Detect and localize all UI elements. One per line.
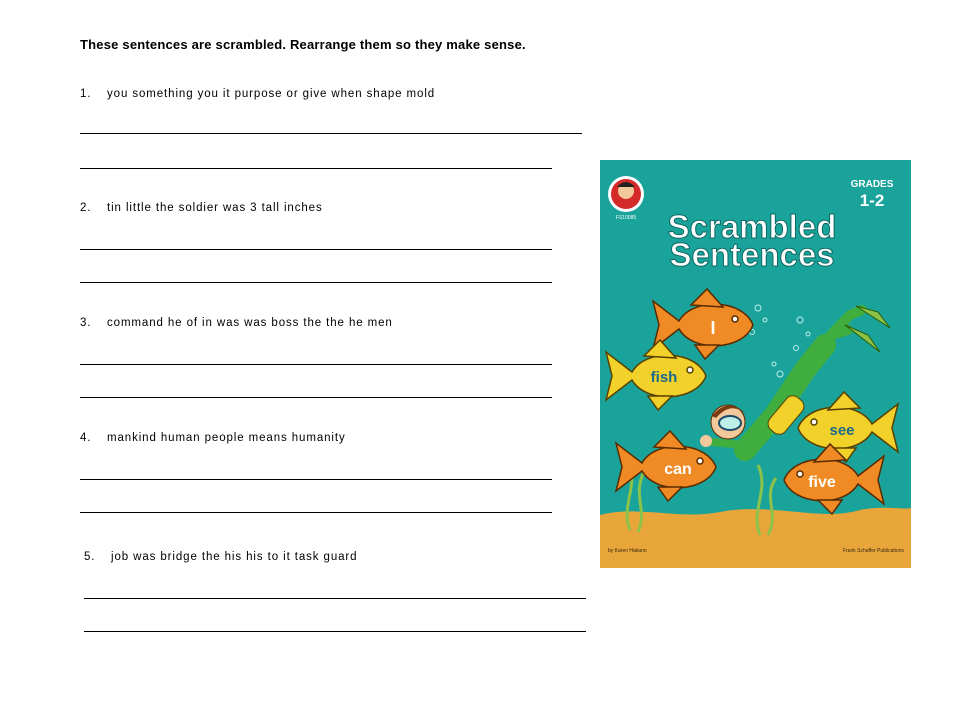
- question-text: command he of in was was boss the the he men: [107, 317, 393, 329]
- question-5: [84, 551, 357, 563]
- answer-line[interactable]: [80, 479, 552, 480]
- answer-line[interactable]: [84, 598, 586, 599]
- answer-line[interactable]: [80, 364, 552, 365]
- question-1: [80, 88, 435, 100]
- instructions: These sentences are scrambled. Rearrange them so they make sense.: [80, 37, 526, 52]
- cover-title-line2: Sentences: [669, 236, 835, 273]
- fish-word: I: [710, 318, 716, 338]
- question-text: tin little the soldier was 3 tall inches: [107, 202, 323, 214]
- question-number: 3.: [80, 317, 92, 329]
- question-text: you something you it purpose or give when shape mold: [107, 88, 436, 100]
- answer-line[interactable]: [80, 397, 552, 398]
- answer-line[interactable]: [80, 168, 552, 169]
- fish-word: five: [808, 474, 836, 491]
- question-number: 5.: [84, 551, 96, 563]
- publisher-logo-icon: [608, 176, 644, 212]
- grades-value: 1-2: [859, 191, 885, 210]
- answer-line[interactable]: [84, 631, 586, 632]
- answer-line[interactable]: [80, 512, 552, 513]
- cover-author: by Karen Hakano: [608, 548, 647, 554]
- question-text: mankind human people means humanity: [107, 432, 346, 444]
- book-cover-illustration: [600, 160, 911, 568]
- fish-word: see: [829, 422, 855, 439]
- question-4: [80, 432, 346, 444]
- fish-word: fish: [650, 369, 678, 386]
- product-code: FS10085: [615, 215, 637, 221]
- fish-word: can: [664, 461, 692, 478]
- question-number: 2.: [80, 202, 92, 214]
- answer-line[interactable]: [80, 282, 552, 283]
- question-number: 1.: [80, 88, 92, 100]
- sand: [600, 508, 911, 568]
- answer-line[interactable]: [80, 249, 552, 250]
- cover-title-line1: Scrambled: [667, 208, 837, 245]
- question-2: [80, 202, 323, 214]
- question-3: [80, 317, 393, 329]
- question-text: job was bridge the his his to it task guard: [111, 551, 358, 563]
- question-number: 4.: [80, 432, 92, 444]
- grades-label: GRADES: [850, 179, 894, 190]
- answer-line[interactable]: [80, 133, 582, 134]
- cover-publisher: Frank Schaffer Publications: [842, 548, 904, 554]
- book-cover: [600, 160, 911, 568]
